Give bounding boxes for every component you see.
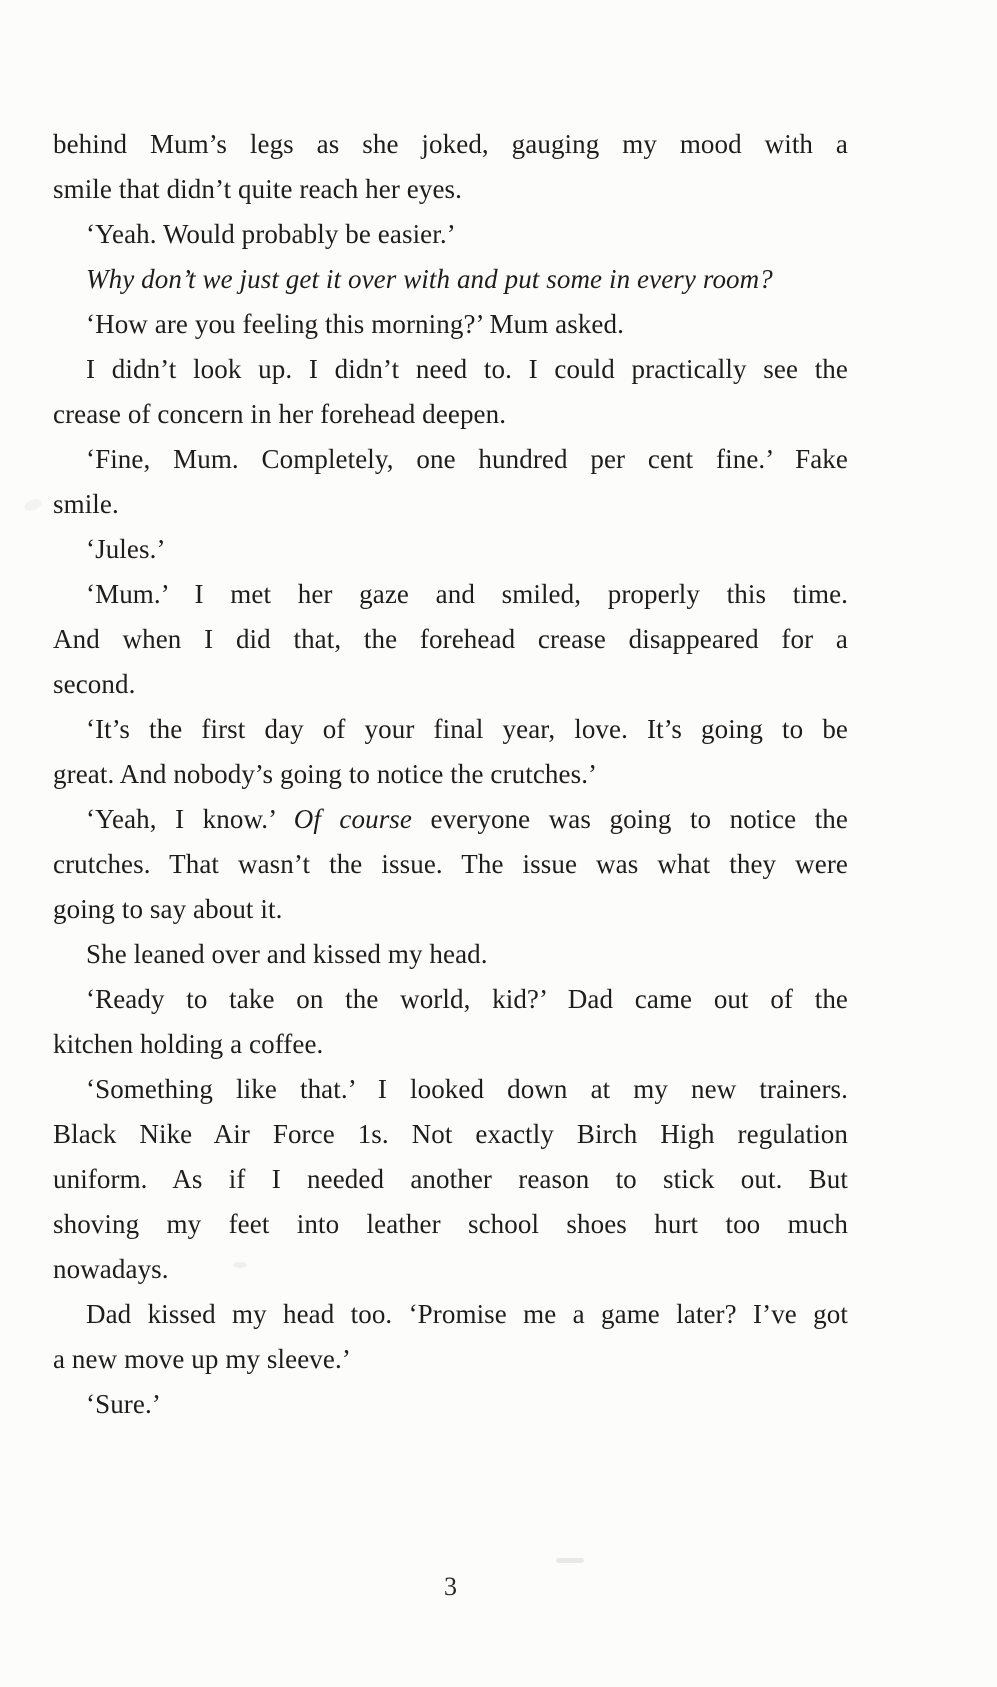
paragraph [53,572,848,707]
text-line [53,1067,848,1112]
paragraph [53,1382,848,1427]
text-line [53,1337,848,1382]
text-segment: ‘Something like that.’ I looked down at my new trainers. [86,1074,848,1104]
page-text [53,122,848,1427]
text-line [53,167,848,212]
text-line [53,1247,848,1292]
text-segment: a new move up my sleeve.’ [53,1344,351,1374]
text-line [53,212,848,257]
paragraph [53,707,848,797]
paragraph [53,932,848,977]
text-segment: Black Nike Air Force 1s. Not exactly Birch High regulation [53,1119,848,1149]
paragraph [53,1292,848,1382]
text-line [53,662,848,707]
text-line [53,122,848,167]
text-line [53,617,848,662]
paragraph [53,977,848,1067]
text-line [53,977,848,1022]
scan-artifact [556,1558,584,1563]
text-segment: ‘Jules.’ [86,534,166,564]
text-line [53,302,848,347]
text-line [53,347,848,392]
paragraph [53,527,848,572]
text-segment: ‘It’s the first day of your final year, love. It’s going to be [86,714,848,744]
text-line [53,1292,848,1337]
text-segment: ‘Mum.’ I met her gaze and smiled, properly this time. [86,579,848,609]
paragraph [53,797,848,932]
text-segment: behind Mum’s legs as she joked, gauging my mood with a [53,129,848,159]
text-segment: ‘Fine, Mum. Completely, one hundred per cent fine.’ Fake [86,444,848,474]
text-segment: ‘Ready to take on the world, kid?’ Dad came out of the [86,984,848,1014]
text-segment: great. And nobody’s going to notice the crutches.’ [53,759,598,789]
page-number: 3 [444,1572,457,1601]
paragraph [53,212,848,257]
text-line [53,752,848,797]
text-line [53,392,848,437]
text-segment: I didn’t look up. I didn’t need to. I could practically see the [86,354,848,384]
text-segment: smile that didn’t quite reach her eyes. [53,174,463,204]
text-segment: ‘Sure.’ [86,1389,161,1419]
paragraph [53,257,848,302]
text-line [53,437,848,482]
text-line [53,707,848,752]
text-line [53,797,848,842]
text-segment: ‘Yeah, I know.’ [86,804,294,834]
text-segment: everyone was going to notice the [412,804,848,834]
paragraph [53,302,848,347]
italic-text: Of course [293,804,412,834]
text-line [53,842,848,887]
text-segment: ‘Yeah. Would probably be easier.’ [86,219,456,249]
text-segment: crease of concern in her forehead deepen. [53,399,507,429]
text-segment: Dad kissed my head too. ‘Promise me a game later? I’ve got [86,1299,848,1329]
text-line [53,482,848,527]
text-segment: ‘How are you feeling this morning?’ Mum asked. [86,309,624,339]
text-segment: crutches. That wasn’t the issue. The issue was what they were [53,849,848,879]
paragraph [53,437,848,527]
text-segment: She leaned over and kissed my head. [86,939,488,969]
text-line [53,1022,848,1067]
text-segment: going to say about it. [53,894,283,924]
text-segment: second. [53,669,136,699]
paragraph [53,347,848,437]
scan-artifact [23,497,43,513]
text-line [53,1112,848,1157]
italic-text: Why don’t we just get it over with and put some in every room? [86,264,773,294]
text-segment: nowadays. [53,1254,169,1284]
text-line [53,257,848,302]
text-line [53,1382,848,1427]
paragraph [53,122,848,212]
text-line [53,1157,848,1202]
text-line [53,932,848,977]
text-line [53,887,848,932]
text-line [53,572,848,617]
text-segment: shoving my feet into leather school shoes hurt too much [53,1209,848,1239]
text-line [53,1202,848,1247]
text-segment: kitchen holding a coffee. [53,1029,324,1059]
paragraph [53,1067,848,1292]
text-segment: smile. [53,489,119,519]
text-line [53,527,848,572]
text-segment: uniform. As if I needed another reason to stick out. But [53,1164,848,1194]
text-segment: And when I did that, the forehead crease disappeared for a [53,624,848,654]
